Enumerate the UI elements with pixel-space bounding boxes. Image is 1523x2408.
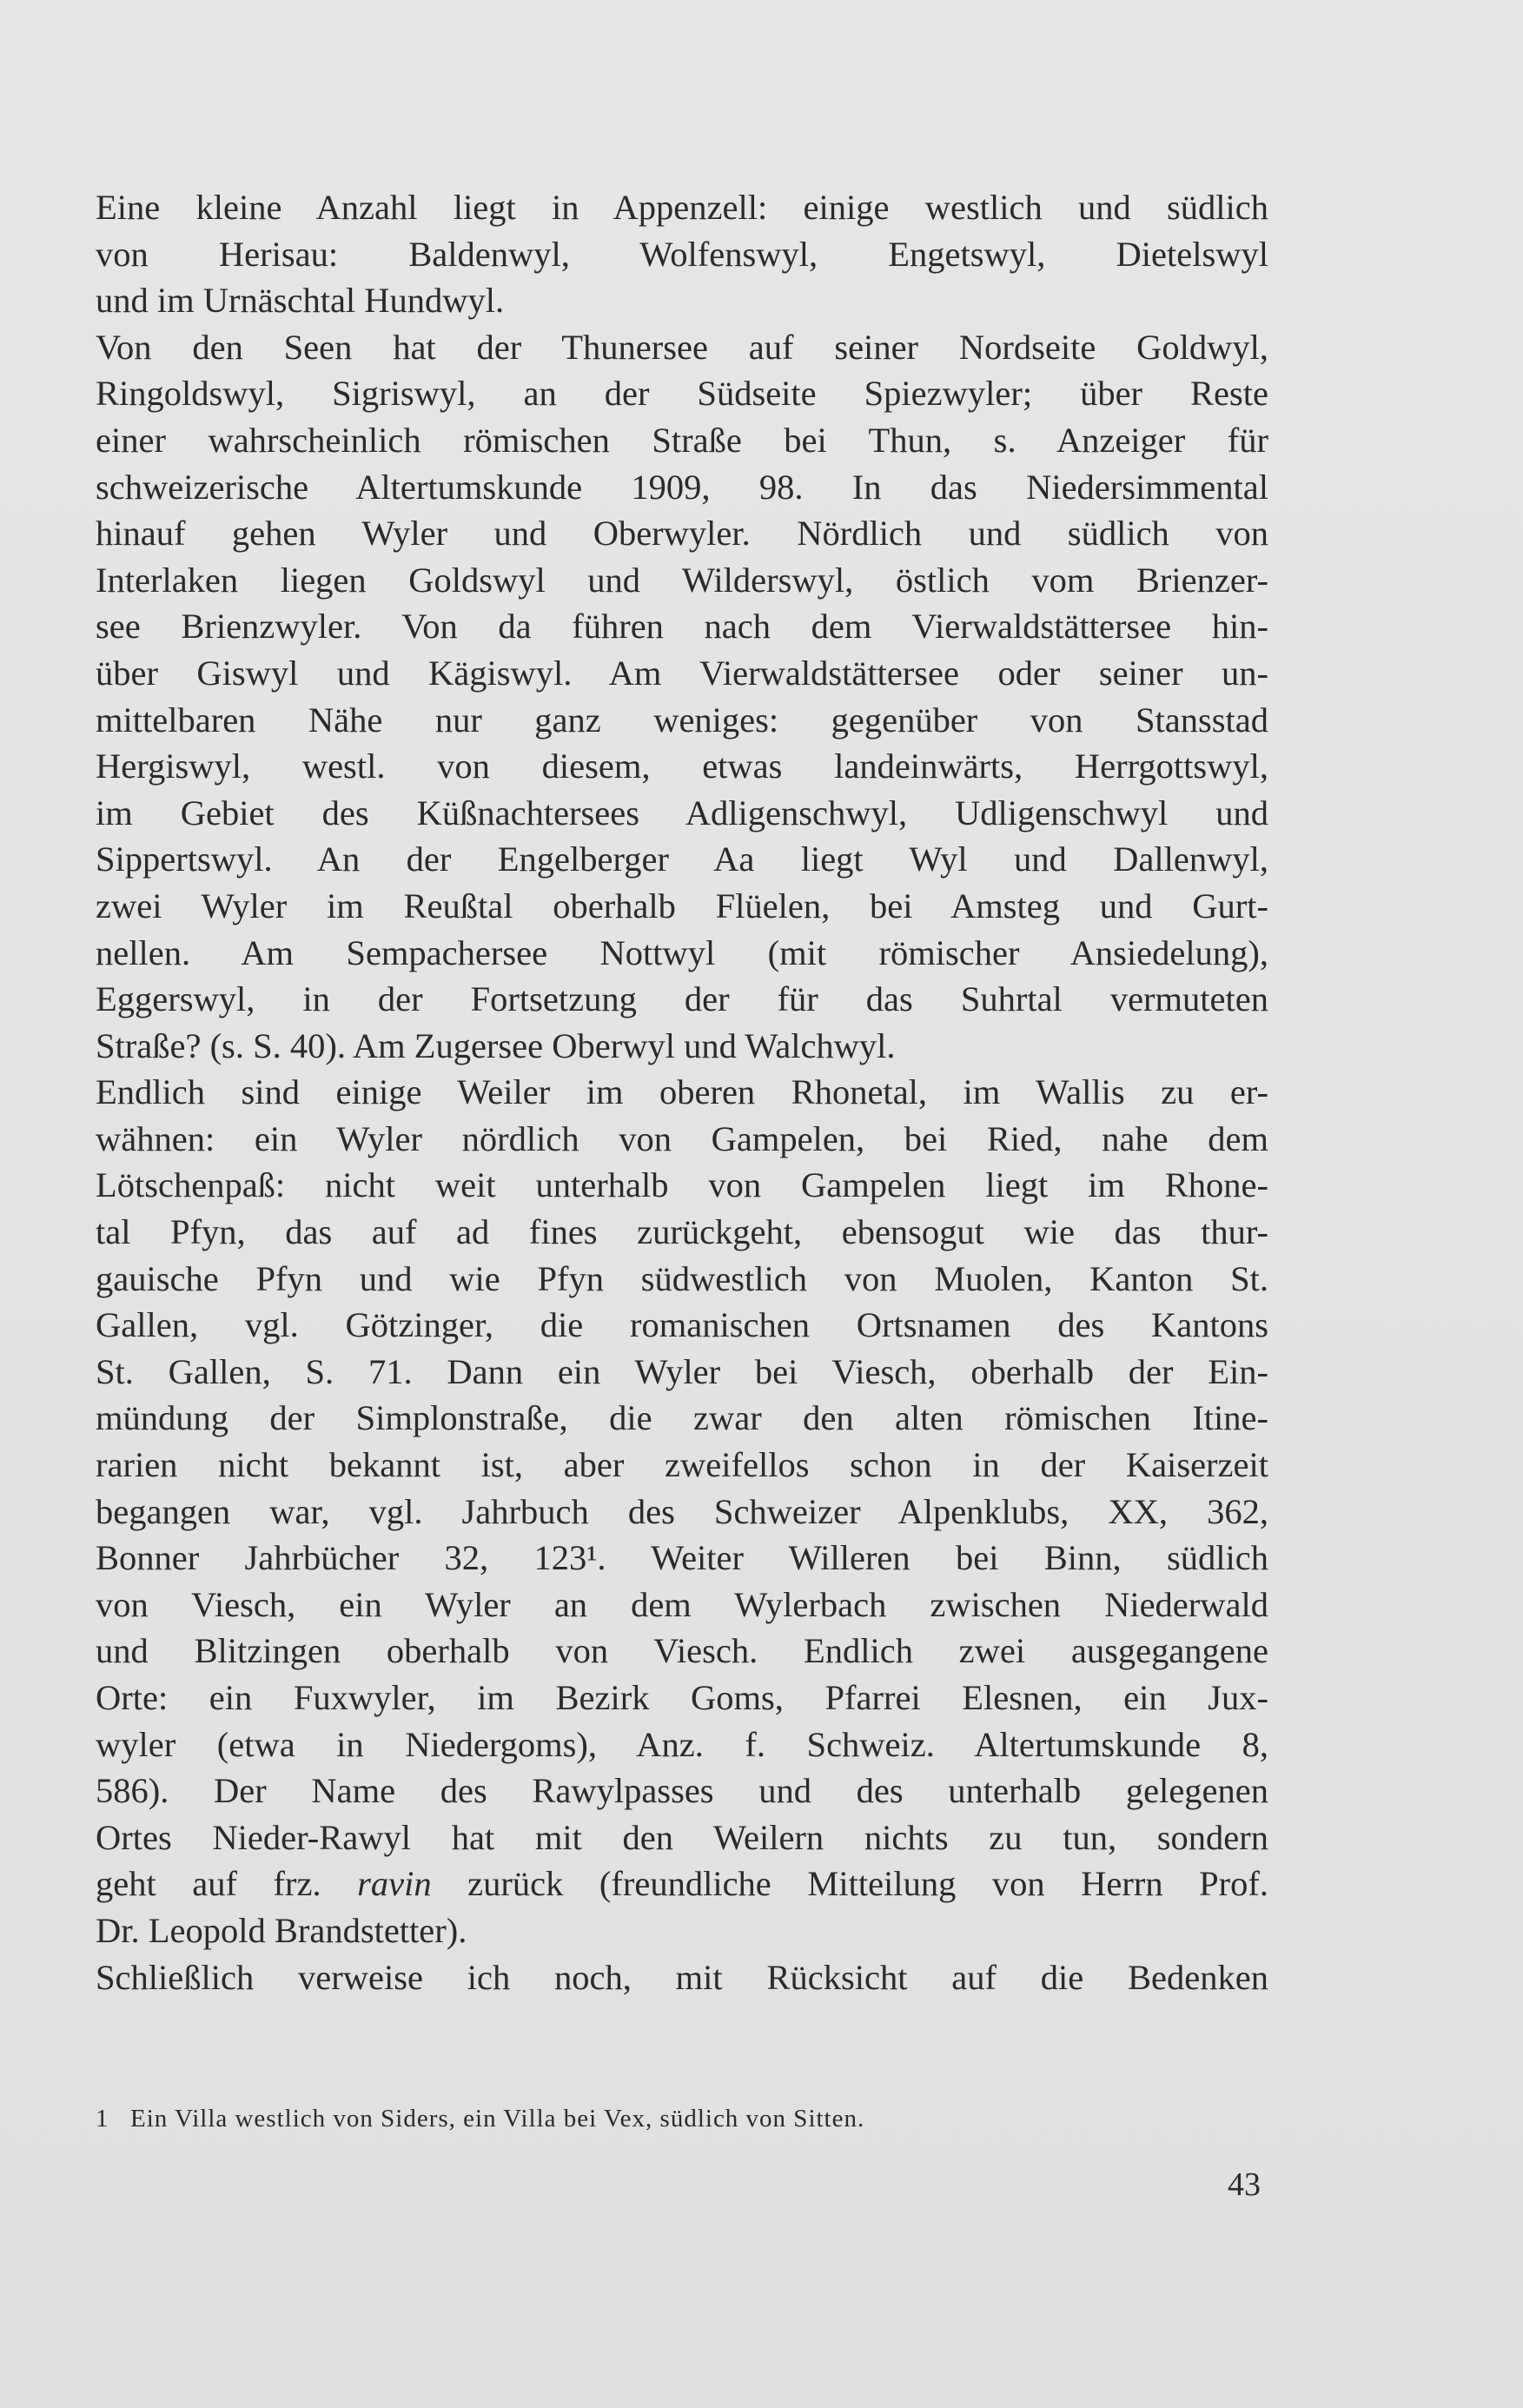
body-text <box>96 184 1268 2000</box>
text-line: tal Pfyn, das auf ad fines zurückgeht, ebensogut wie das thur- <box>96 1212 1268 1252</box>
text-line: Eggerswyl, in der Fortsetzung der für das Suhrtal vermuteten <box>96 979 1268 1019</box>
text-line: see Brienzwyler. Von da führen nach dem Vierwaldstättersee hin- <box>96 607 1268 647</box>
text-line: Schließlich verweise ich noch, mit Rücksicht auf die Bedenken <box>96 1957 1268 1997</box>
text-line: Orte: ein Fuxwyler, im Bezirk Goms, Pfarrei Elesnen, ein Jux- <box>96 1678 1268 1717</box>
text-line: wyler (etwa in Niedergoms), Anz. f. Schweiz. Altertumskunde 8, <box>96 1724 1268 1764</box>
footnote <box>96 2105 864 2133</box>
text-line: St. Gallen, S. 71. Dann ein Wyler bei Viesch, oberhalb der Ein- <box>96 1351 1268 1391</box>
text-line: nellen. Am Sempachersee Nottwyl (mit römischer Ansiedelung), <box>96 932 1268 972</box>
text-line: Gallen, vgl. Götzinger, die romanischen Ortsnamen des Kantons <box>96 1305 1268 1345</box>
text-line: Hergiswyl, westl. von diesem, etwas landeinwärts, Herrgottswyl, <box>96 746 1268 786</box>
footnote-text: Ein Villa westlich von Siders, ein Villa bei Vex, südlich von Sitten. <box>130 2105 865 2133</box>
text-line: Eine kleine Anzahl liegt in Appenzell: einige westlich und südlich <box>96 188 1268 227</box>
text-line: Bonner Jahrbücher 32, 123¹. Weiter Willeren bei Binn, südlich <box>96 1538 1268 1578</box>
text-line: einer wahrscheinlich römischen Straße bei Thun, s. Anzeiger für <box>96 420 1268 460</box>
text-line: und Blitzingen oberhalb von Viesch. Endlich zwei ausgegangene <box>96 1631 1268 1671</box>
text-line: von Viesch, ein Wyler an dem Wylerbach zwischen Niederwald <box>96 1584 1268 1624</box>
text-line: von Herisau: Baldenwyl, Wolfenswyl, Engetswyl, Dietelswyl <box>96 234 1268 274</box>
text-line: Ringoldswyl, Sigriswyl, an der Südseite Spiezwyler; über Reste <box>96 374 1268 414</box>
text-line: Straße? (s. S. 40). Am Zugersee Oberwyl und Walchwyl. <box>96 1025 896 1065</box>
text-line: Von den Seen hat der Thunersee auf seiner Nordseite Goldwyl, <box>96 327 1268 367</box>
text-line: wähnen: ein Wyler nördlich von Gampelen, bei Ried, nahe dem <box>96 1118 1268 1158</box>
text-line: geht auf frz. ravin zurück (freundliche Mitteilung von Herrn Prof. <box>96 1864 1268 1904</box>
text-line: Endlich sind einige Weiler im oberen Rhonetal, im Wallis zu er- <box>96 1072 1268 1112</box>
text-line: im Gebiet des Küßnachtersees Adligenschwyl, Udligenschwyl und <box>96 793 1268 833</box>
text-line: Ortes Nieder-Rawyl hat mit den Weilern nichts zu tun, sondern <box>96 1817 1268 1857</box>
text-line: mittelbaren Nähe nur ganz weniges: gegenüber von Stansstad <box>96 700 1268 740</box>
text-line: über Giswyl und Kägiswyl. Am Vierwaldstättersee oder seiner un- <box>96 653 1268 693</box>
text-line: Dr. Leopold Brandstetter). <box>96 1910 467 1950</box>
text-line: Interlaken liegen Goldswyl und Wilderswyl, östlich vom Brienzer- <box>96 560 1268 600</box>
page-number: 43 <box>1228 2166 1261 2203</box>
text-line: schweizerische Altertumskunde 1909, 98. In das Niedersimmental <box>96 467 1268 507</box>
text-line: gauische Pfyn und wie Pfyn südwestlich von Muolen, Kanton St. <box>96 1258 1268 1298</box>
text-line: 586). Der Name des Rawylpasses und des unterhalb gelegenen <box>96 1771 1268 1811</box>
footnote-number: 1 <box>96 2105 109 2133</box>
text-line: hinauf gehen Wyler und Oberwyler. Nördlich und südlich von <box>96 514 1268 554</box>
text-line: Lötschenpaß: nicht weit unterhalb von Gampelen liegt im Rhone- <box>96 1165 1268 1205</box>
text-line: Sippertswyl. An der Engelberger Aa liegt Wyl und Dallenwyl, <box>96 839 1268 879</box>
text-line: rarien nicht bekannt ist, aber zweifellos schon in der Kaiserzeit <box>96 1445 1268 1485</box>
text-line: mündung der Simplonstraße, die zwar den alten römischen Itine- <box>96 1398 1268 1438</box>
text-line: zwei Wyler im Reußtal oberhalb Flüelen, bei Amsteg und Gurt- <box>96 886 1268 925</box>
text-line: begangen war, vgl. Jahrbuch des Schweizer Alpenklubs, XX, 362, <box>96 1491 1268 1531</box>
text-line: und im Urnäschtal Hundwyl. <box>96 281 505 321</box>
